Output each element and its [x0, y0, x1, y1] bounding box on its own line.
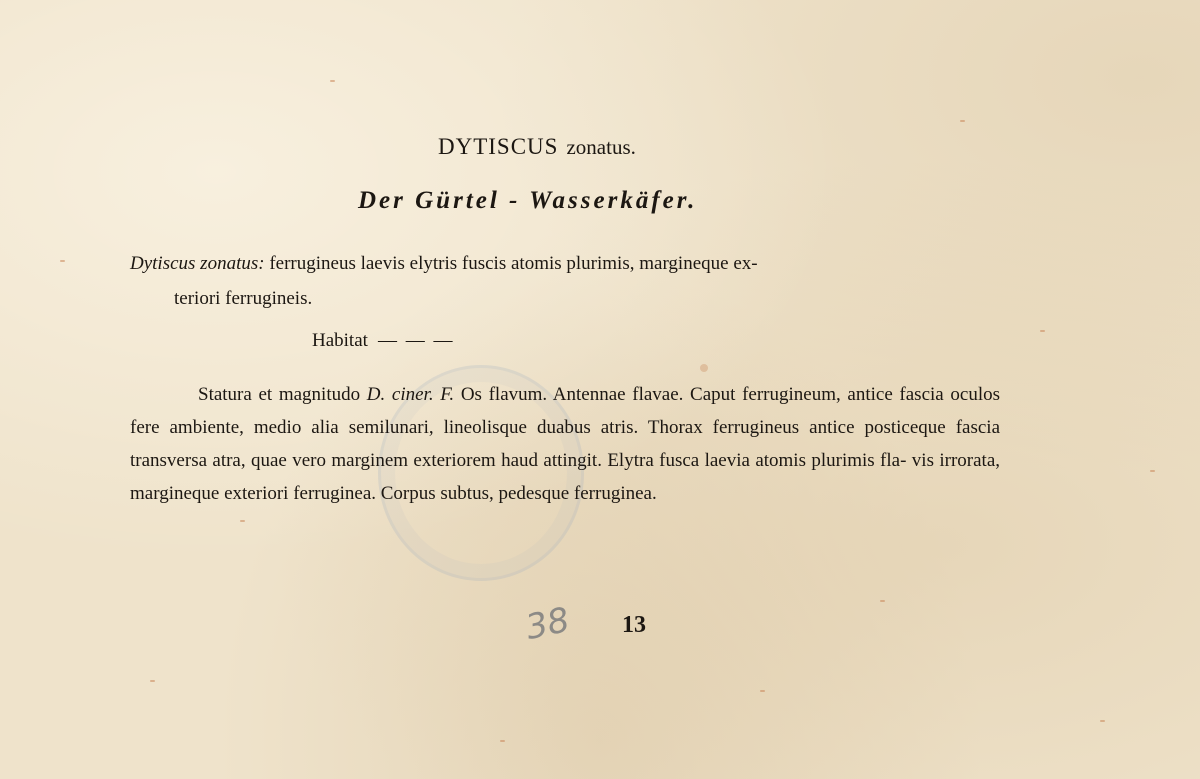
paper-speck: [150, 680, 155, 682]
heading-german: Der Gürtel - Wasserkäfer.: [358, 187, 698, 214]
genus-name: DYTISCUS: [438, 134, 559, 159]
diagnosis-text-line2: teriori ferrugineis.: [174, 288, 313, 309]
paper-speck: [500, 740, 505, 742]
paper-speck: [1150, 470, 1155, 472]
description-reference: D. ciner. F.: [366, 384, 455, 405]
diagnosis-text-line1: ferrugineus laevis elytris fuscis atomis plurimis, margineque ex-: [269, 253, 758, 274]
diagnosis-name: Dytiscus zonatus:: [130, 253, 265, 274]
paper-speck: [960, 120, 965, 122]
description-part1: Statura et magnitudo: [198, 384, 367, 405]
paper-speck: [1100, 720, 1105, 722]
habitat-label: Habitat: [312, 330, 368, 351]
habitat-dashes: — — —: [377, 330, 455, 351]
handwritten-number: 38: [522, 599, 573, 649]
paper-speck: [880, 600, 885, 602]
paper-speck: [330, 80, 335, 82]
page-number: 13: [622, 612, 646, 638]
diagnosis: [130, 246, 1002, 316]
description-part2: Os flavum. Antennae flavae. Caput ferrugineum, antice fascia oculos fere ambiente, medio alia semilunari, lineolisque duabus atris. Thorax ferrugineus antice posticeque fascia transversa atra, quae vero marginem exteriorem haud attingit. Elytra fusca laevia atomis plurimis fla- vis irrorata, margineque exteriori ferruginea. Corpus subtus, pedesque ferruginea.: [130, 384, 1000, 504]
paper-speck: [60, 260, 65, 262]
heading-latin: [438, 134, 636, 160]
description-paragraph: [130, 378, 1000, 510]
paper-speck: [1040, 330, 1045, 332]
species-name: zonatus.: [566, 135, 636, 159]
paper-speck: [700, 364, 708, 372]
paper-speck: [240, 520, 245, 522]
habitat-line: [312, 330, 454, 352]
paper-speck: [760, 690, 765, 692]
